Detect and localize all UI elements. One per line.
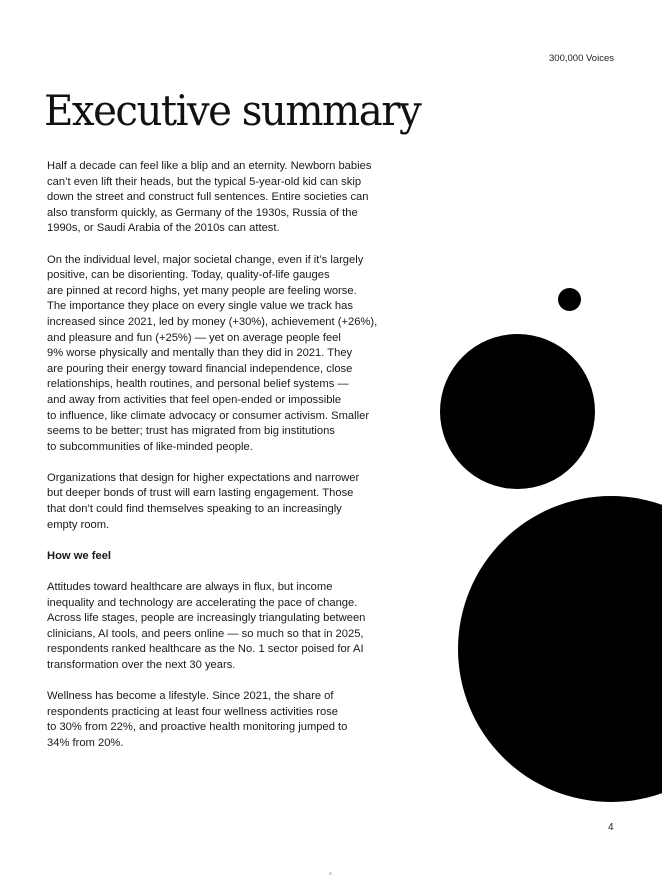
intro-paragraph: Half a decade can feel like a blip and an eternity. Newborn babies can’t even lift their heads, but the typical 5-year-old kid can skip down the street and construct full sentences. Entire societies can also transform quickly, as Germany of the 1930s, Russia of the 1990s, or Saudi Arabia of the 2010s can attest.: [47, 160, 372, 235]
body-text: [47, 159, 407, 767]
section-heading: How we feel: [47, 549, 112, 562]
decorative-circle-small: [558, 288, 581, 311]
footer-dot: [329, 872, 332, 875]
change-paragraph: On the individual level, major societal change, even if it’s largely positive, can be disorienting. Today, quality-of-life gauges are pinned at record highs, yet many people are feeling worse. The importance they place on every single value we track has increased since 2021, led by money (+30%), achievement (+26%), and pleasure and fun (+25%) — yet on average people feel 9% worse physically and mentally than they did in 2021. They are pouring their energy toward financial independence, close relationships, health routines, and personal belief systems — and away from activities that feel open-ended or impossible to influence, like climate advocacy or consumer activism. Smaller seems to be better; trust has migrated from big institutions to subcommunities of like-minded people.: [47, 253, 378, 453]
page-title: Executive summary: [44, 86, 421, 135]
wellness-paragraph: Wellness has become a lifestyle. Since 2021, the share of respondents practicing at least four wellness activities rose to 30% from 22%, and proactive health monitoring jumped to 34% from 20%.: [47, 690, 348, 749]
decorative-circle-medium: [440, 334, 595, 489]
header-label: 300,000 Voices: [549, 53, 614, 64]
organizations-paragraph: Organizations that design for higher expectations and narrower but deeper bonds of trust will earn lasting engagement. Those that don’t could find themselves speaking to an increasingly empty room.: [47, 471, 360, 531]
decorative-circle-large: [458, 496, 662, 802]
page-number: 4: [608, 822, 614, 833]
healthcare-paragraph: Attitudes toward healthcare are always in flux, but income inequality and technology are accelerating the pace of change. Across life stages, people are increasingly triangulating between clinicians, AI tools, and peers online — so much so that in 2025, respondents ranked healthcare as the No. 1 sector poised for AI transformation over the next 30 years.: [47, 581, 366, 671]
